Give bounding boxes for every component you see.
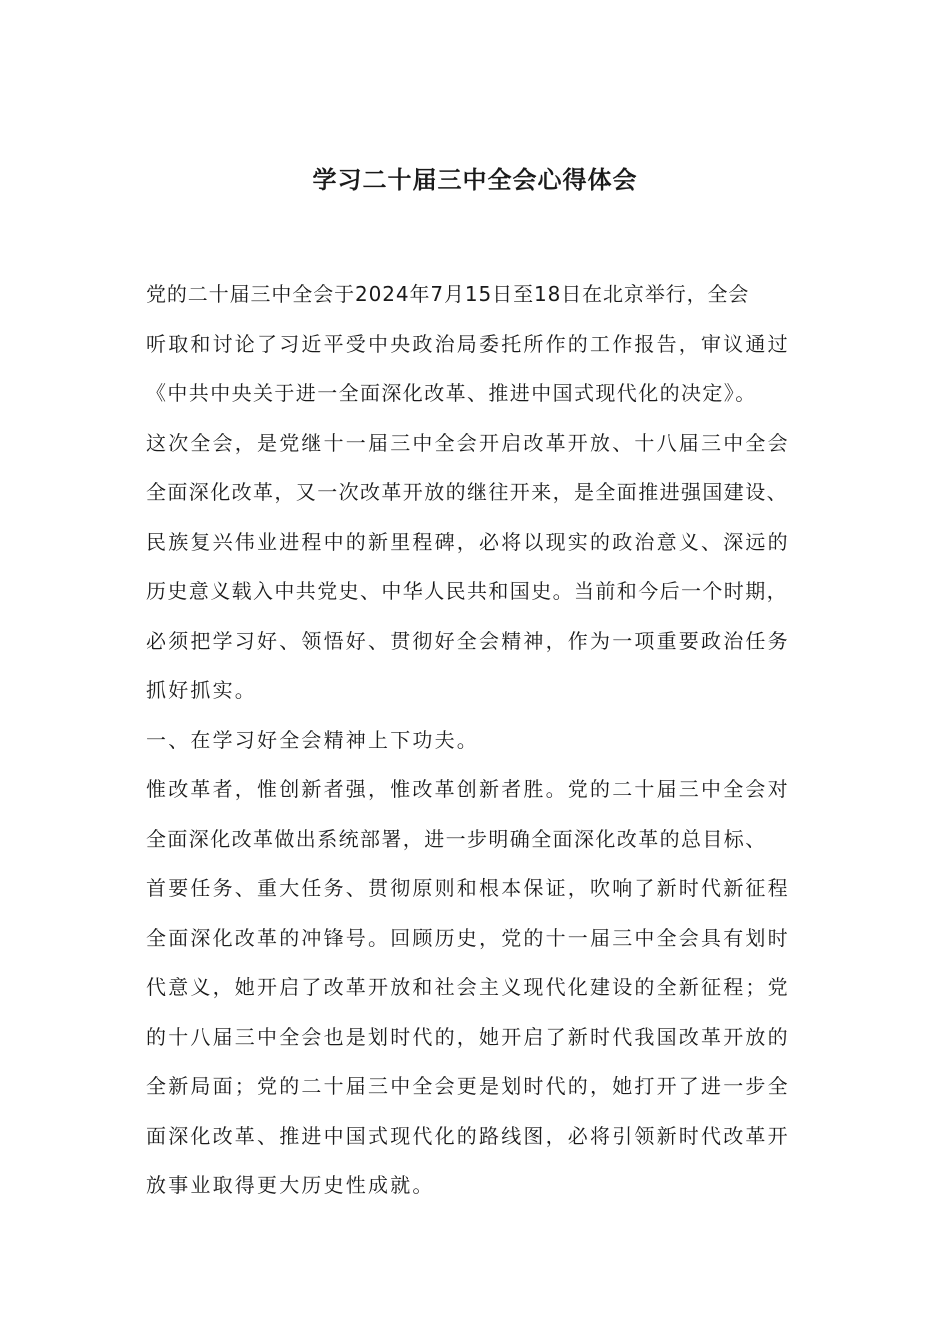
document-title: 学习二十届三中全会心得体会 xyxy=(312,166,638,194)
body-line: 党的二十届三中全会于2024年7月15日至18日在北京举行，全会 xyxy=(146,282,750,306)
body-line: 历史意义载入中共党史、中华人民共和国史。当前和今后一个时期， xyxy=(146,579,788,603)
body-line: 面深化改革、推进中国式现代化的路线图，必将引领新时代改革开 xyxy=(146,1123,790,1148)
body-line: 的十八届三中全会也是划时代的，她开启了新时代我国改革开放的 xyxy=(146,1024,790,1049)
body-line: 民族复兴伟业进程中的新里程碑，必将以现实的政治意义、深远的 xyxy=(146,529,790,554)
body-line: 首要任务、重大任务、贯彻原则和根本保证，吹响了新时代新征程 xyxy=(146,876,790,900)
body-line: 抓好抓实。 xyxy=(146,678,257,702)
document-body xyxy=(146,274,818,1215)
body-line: 惟改革者，惟创新者强，惟改革创新者胜。党的二十届三中全会对 xyxy=(146,777,790,801)
section-heading: 一、在学习好全会精神上下功夫。 xyxy=(146,727,479,752)
body-line: 全面深化改革做出系统部署，进一步明确全面深化改革的总目标、 xyxy=(146,826,767,851)
body-line: 这次全会，是党继十一届三中全会开启改革开放、十八届三中全会 xyxy=(146,430,790,455)
body-line: 全新局面；党的二十届三中全会更是划时代的，她打开了进一步全 xyxy=(146,1074,790,1098)
body-line: 必须把学习好、领悟好、贯彻好全会精神，作为一项重要政治任务 xyxy=(146,628,790,653)
body-line: 《中共中央关于进一全面深化改革、推进中国式现代化的决定》。 xyxy=(146,381,757,405)
body-line: 全面深化改革，又一次改革开放的继往开来，是全面推进强国建设、 xyxy=(146,480,788,504)
body-line: 全面深化改革的冲锋号。回顾历史，党的十一届三中全会具有划时 xyxy=(146,925,790,950)
body-line: 听取和讨论了习近平受中央政治局委托所作的工作报告，审议通过 xyxy=(146,331,790,356)
body-line: 代意义，她开启了改革开放和社会主义现代化建设的全新征程；党 xyxy=(146,975,790,999)
body-line: 放事业取得更大历史性成就。 xyxy=(146,1173,435,1197)
